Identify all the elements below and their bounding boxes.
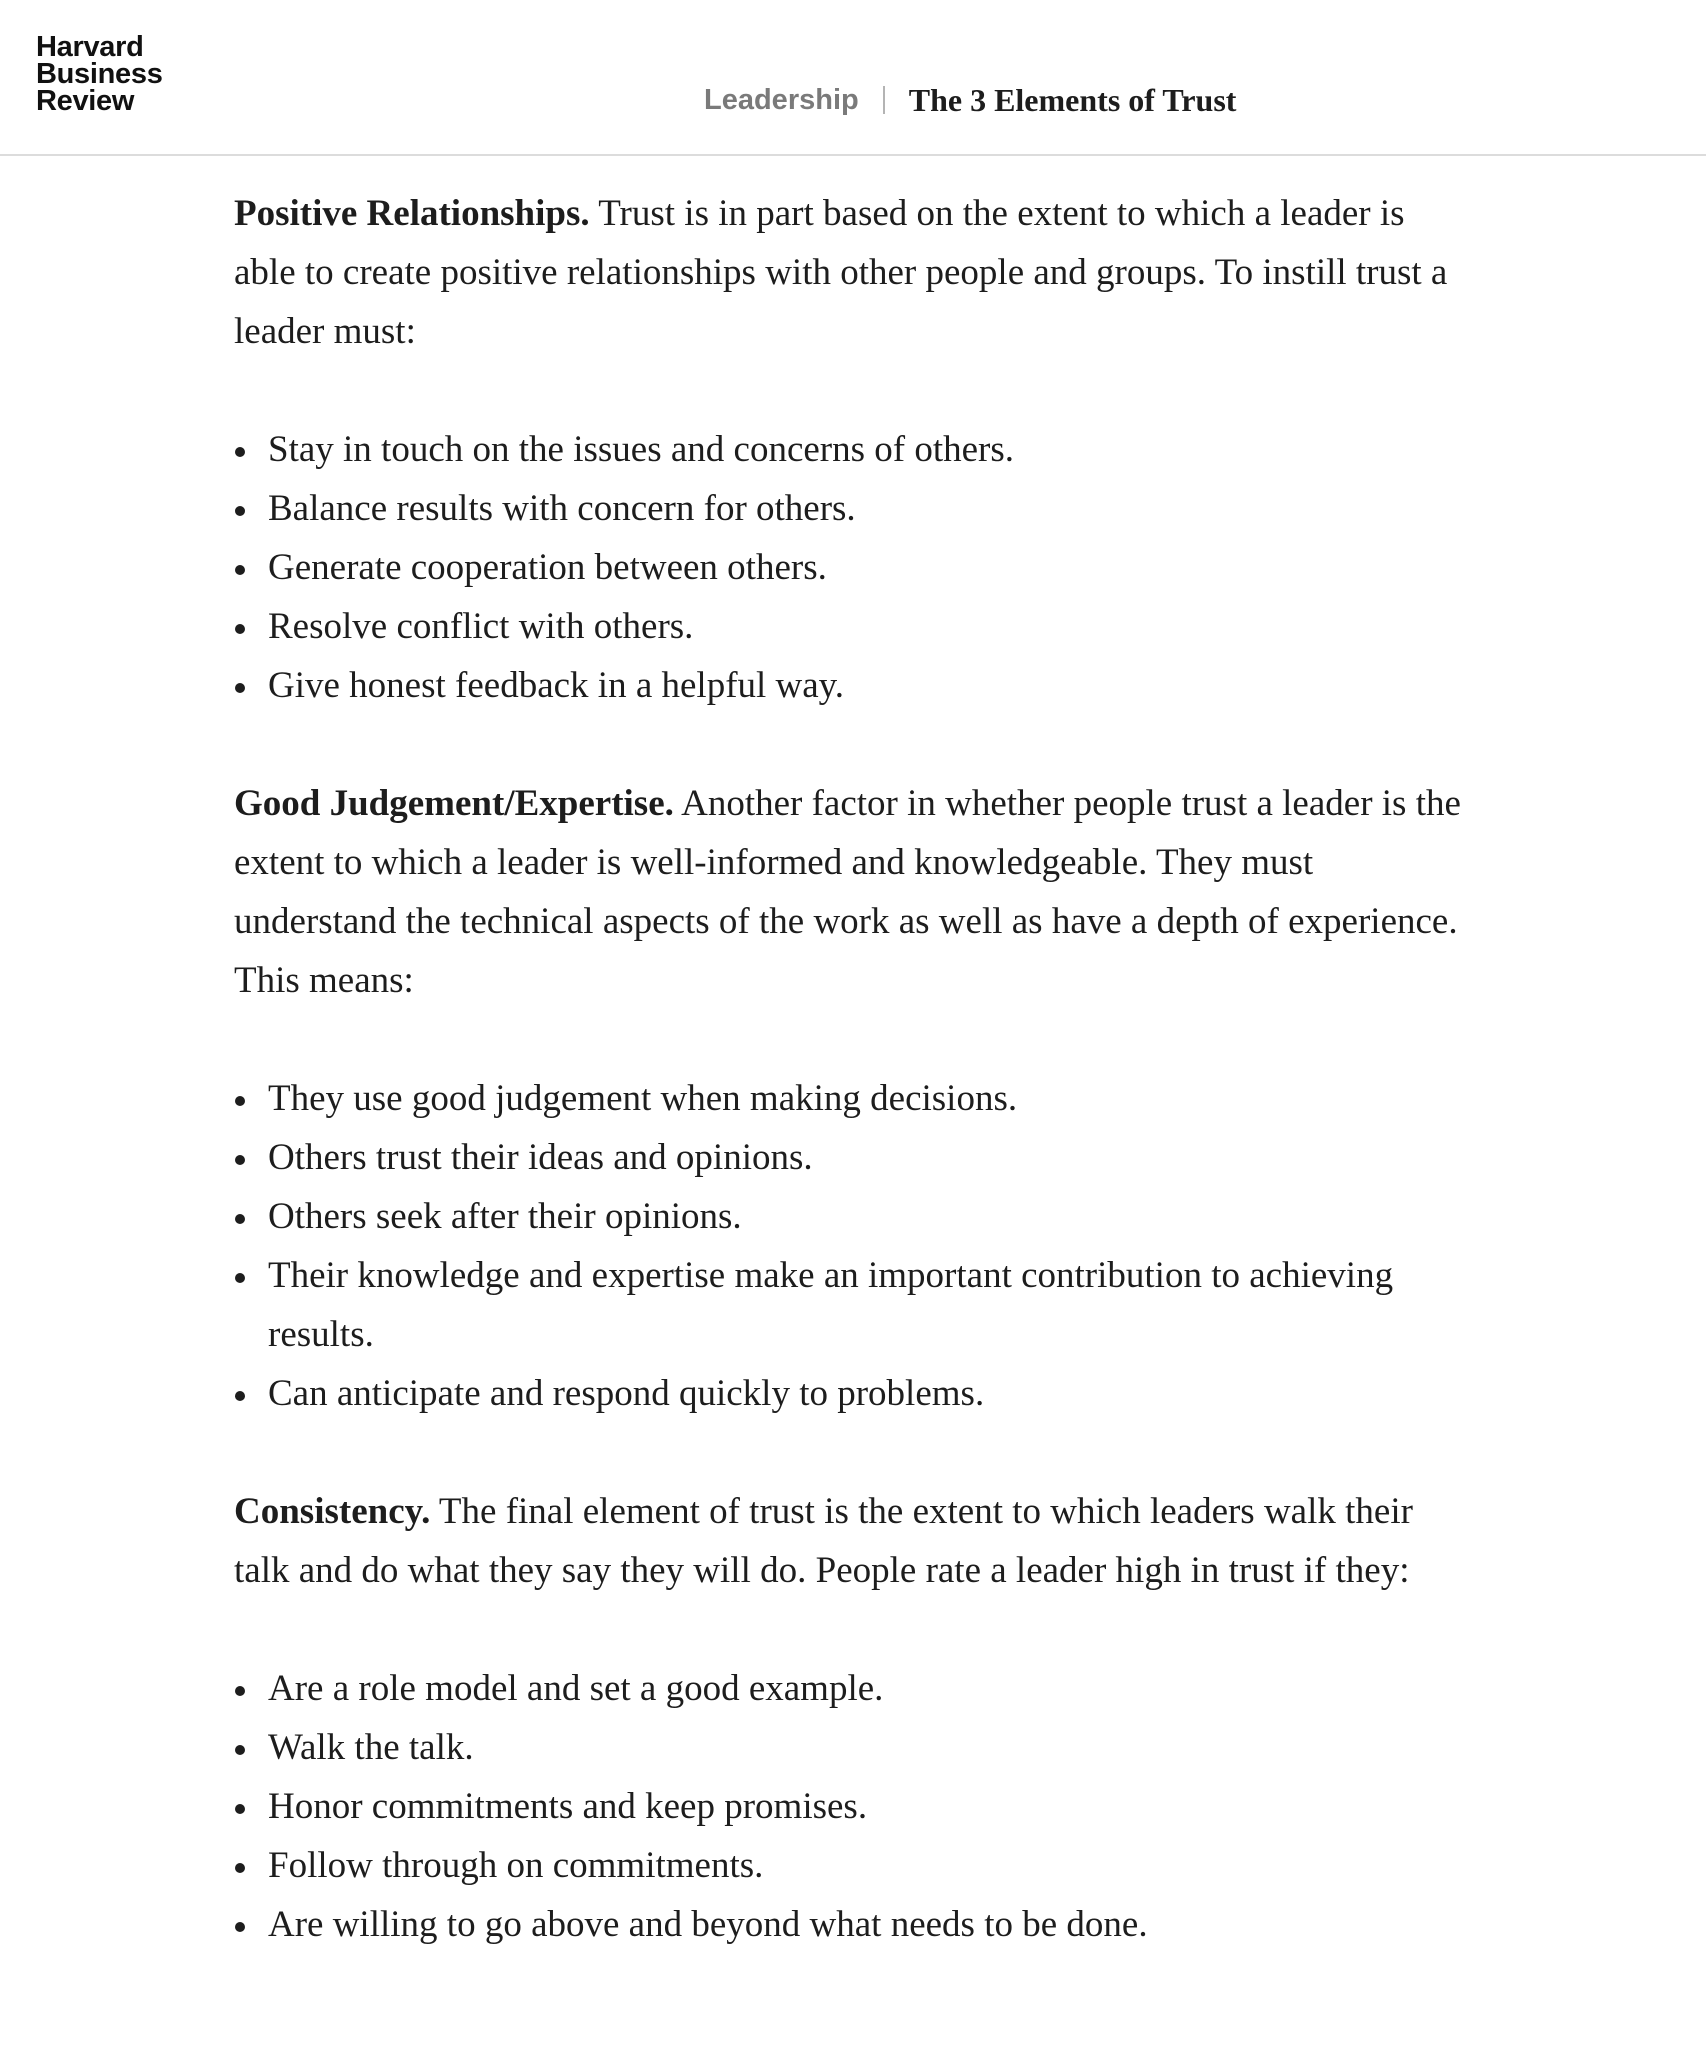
list-item: Balance results with concern for others. xyxy=(234,479,1474,538)
article-body xyxy=(234,184,1474,2013)
article-title: The 3 Elements of Trust xyxy=(908,81,1237,118)
list-item: Are willing to go above and beyond what needs to be done. xyxy=(234,1895,1474,1954)
bullet-list-good-judgement xyxy=(234,1069,1474,1423)
logo-line-1: Harvard xyxy=(36,31,144,63)
list-item: Honor commitments and keep promises. xyxy=(234,1777,1474,1836)
paragraph-heading: Positive Relationships. xyxy=(234,193,590,234)
list-item: Follow through on commitments. xyxy=(234,1836,1474,1895)
paragraph-consistency xyxy=(234,1482,1474,1600)
list-item: Others seek after their opinions. xyxy=(234,1187,1474,1246)
paragraph-text: Another factor in whether people trust a leader is the extent to which a leader is well-informed and knowledgeable. They must understand the technical aspects of the work as well as have a depth of experience. This means: xyxy=(234,783,1461,1001)
list-item: Are a role model and set a good example. xyxy=(234,1659,1474,1718)
list-item: They use good judgement when making decisions. xyxy=(234,1069,1474,1128)
breadcrumb xyxy=(704,78,1236,122)
list-item: Others trust their ideas and opinions. xyxy=(234,1128,1474,1187)
list-item: Stay in touch on the issues and concerns of others. xyxy=(234,420,1474,479)
logo-line-3: Review xyxy=(36,85,135,117)
paragraph-heading: Consistency. xyxy=(234,1491,431,1532)
site-header xyxy=(0,0,1706,156)
paragraph-text: Trust is in part based on the extent to which a leader is able to create positive relationships with other people and groups. To instill trust a leader must: xyxy=(234,193,1448,352)
list-item: Give honest feedback in a helpful way. xyxy=(234,656,1474,715)
list-item: Resolve conflict with others. xyxy=(234,597,1474,656)
list-item: Their knowledge and expertise make an important contribution to achieving results. xyxy=(234,1246,1474,1364)
breadcrumb-divider xyxy=(883,86,885,114)
list-item: Walk the talk. xyxy=(234,1718,1474,1777)
bullet-list-consistency xyxy=(234,1659,1474,1954)
hbr-logo[interactable] xyxy=(36,31,163,117)
paragraph-good-judgement xyxy=(234,774,1474,1010)
section-link[interactable]: Leadership xyxy=(704,83,859,116)
paragraph-text: The final element of trust is the extent to which leaders walk their talk and do what they say they will do. People rate a leader high in trust if they: xyxy=(234,1491,1413,1591)
paragraph-heading: Good Judgement/Expertise. xyxy=(234,783,674,824)
logo-line-2: Business xyxy=(36,58,163,90)
bullet-list-positive-relationships xyxy=(234,420,1474,715)
paragraph-positive-relationships xyxy=(234,184,1474,361)
list-item: Can anticipate and respond quickly to problems. xyxy=(234,1364,1474,1423)
list-item: Generate cooperation between others. xyxy=(234,538,1474,597)
